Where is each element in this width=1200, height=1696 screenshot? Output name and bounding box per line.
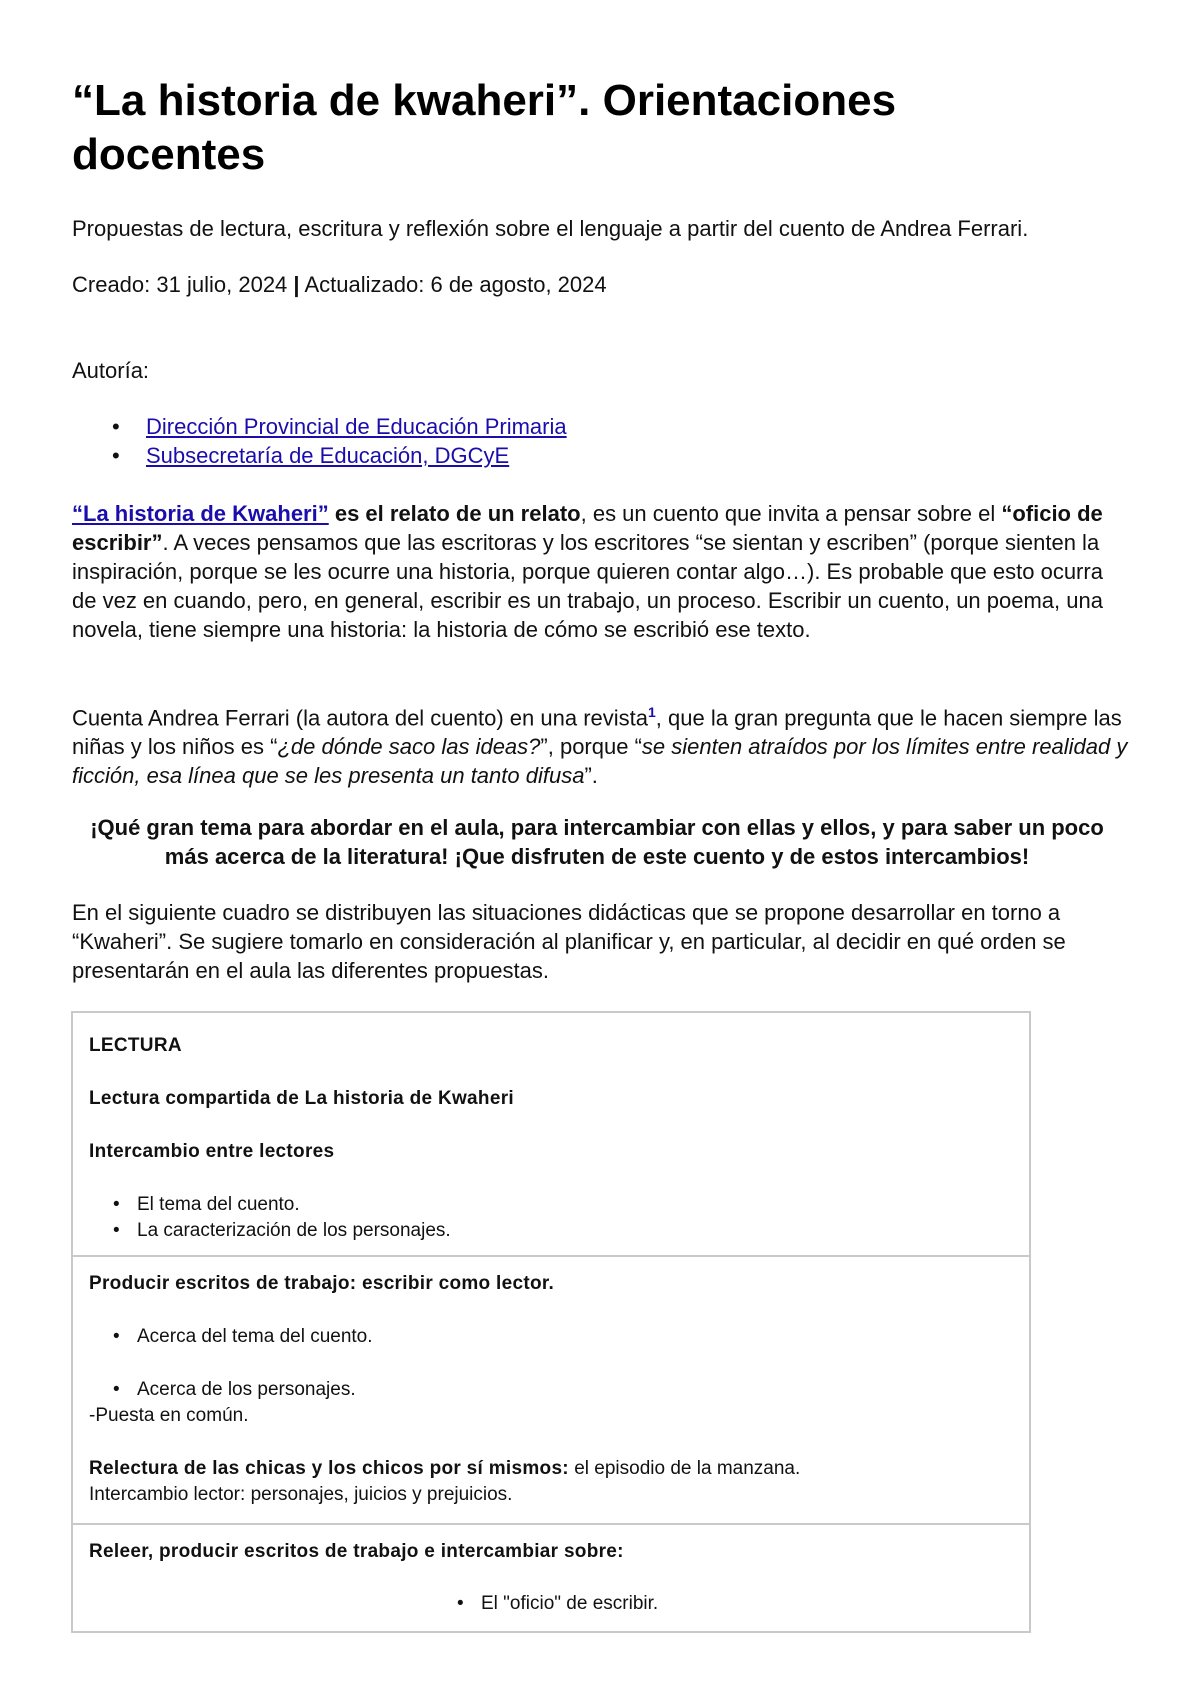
page-subtitle: Propuestas de lectura, escritura y reflexión sobre el lenguaje a partir del cuento de Andrea Ferrari. xyxy=(72,216,1029,241)
quote-italic-2: se sienten atraídos por los límites entre realidad y ficción, esa línea que se les presenta un tanto difusa xyxy=(72,734,1128,789)
created-date: 31 julio, 2024 xyxy=(156,272,288,297)
cell-line: Intercambio entre lectores xyxy=(89,1141,335,1162)
cell-line: -Puesta en común. xyxy=(89,1405,249,1426)
bullet-icon: • xyxy=(113,1194,120,1215)
intro-text-1: , es un cuento que invita a pensar sobre el xyxy=(580,501,1002,526)
story-link[interactable]: “La historia de Kwaheri” xyxy=(72,501,329,526)
page-title: “La historia de kwaheri”. Orientaciones docentes xyxy=(72,76,897,179)
table-cell-lectura: LECTURA Lectura compartida de La historia de Kwaheri Intercambio entre lectores • El tema del cuento. • La caracterización de los personajes. xyxy=(73,1013,1029,1257)
cell-line xyxy=(89,1456,800,1482)
didactic-table xyxy=(71,1011,1031,1633)
author-item xyxy=(72,412,567,441)
authorship-label: Autoría: xyxy=(72,358,150,383)
bullet-icon: • xyxy=(112,443,120,468)
updated-label: Actualizado: xyxy=(304,272,425,297)
authors-list xyxy=(72,412,567,470)
bullet-icon: • xyxy=(113,1326,120,1347)
cell-heading: Releer, producir escritos de trabajo e intercambiar sobre: xyxy=(89,1541,624,1562)
table-cell-escritura: Producir escritos de trabajo: escribir como lector. • Acerca del tema del cuento. • Acerca de los personajes. -Puesta en común. Relectura de las chicas y los chicos por sí mismos: el episodio de la manzana. Intercambio lector: personajes, juicios y prejuicios. xyxy=(73,1255,1029,1525)
intro-bold-2: “oficio de escribir” xyxy=(72,501,1103,555)
intro-text-2: . A veces pensamos que las escritoras y los escritores “se sientan y escriben” (porque sienten la inspiración, porque se les ocurre una historia, porque quieren contar algo…). Es probable que esto ocurra de vez en cuando, pero, en general, escribir es un trabajo, un proceso. Escribir un cuento, un poema, una novela, tiene siempre una historia: la historia de cómo se escribió ese texto. xyxy=(72,530,1103,642)
bullet-icon: • xyxy=(113,1220,120,1241)
author-item xyxy=(72,441,567,470)
highlight-paragraph: ¡Qué gran tema para abordar en el aula, para intercambiar con ellas y ellos, y para saber un poco más acerca de la literatura! ¡Que disfruten de este cuento y de estos intercambios! xyxy=(90,815,1104,869)
intro-bold-1: es el relato de un relato xyxy=(328,501,581,526)
footnote-link[interactable]: 1 xyxy=(648,704,656,720)
intro-paragraph xyxy=(72,499,1132,644)
quote-text-4: ”. xyxy=(584,763,598,789)
dates-line xyxy=(72,270,607,300)
quote-italic-1: ¿de dónde saco las ideas? xyxy=(277,734,541,760)
cell-heading: LECTURA xyxy=(89,1035,182,1056)
bullet-icon: • xyxy=(457,1593,464,1614)
reread-text: el episodio de la manzana. xyxy=(568,1458,801,1479)
updated-date: 6 de agosto, 2024 xyxy=(430,272,607,297)
cell-heading: Producir escritos de trabajo: escribir como lector. xyxy=(89,1273,555,1294)
bullet-icon: • xyxy=(112,414,120,439)
dates-separator: | xyxy=(293,272,300,297)
cell-line: Intercambio lector: personajes, juicios y prejuicios. xyxy=(89,1484,513,1505)
reread-bold: Relectura de las chicas y los chicos por sí mismos: xyxy=(89,1458,569,1479)
table-intro-paragraph: En el siguiente cuadro se distribuyen las situaciones didácticas que se propone desarrollar en torno a “Kwaheri”. Se sugiere tomarlo en consideración al planificar y, en particular, al decidir en qué orden se presentarán en el aula las diferentes propuestas. xyxy=(72,900,1066,983)
quote-text-2: , que la gran pregunta que le hacen siempre las niñas y los niños es “ xyxy=(72,705,1122,760)
quote-text-3: ”, porque “ xyxy=(540,734,642,760)
created-label: Creado: xyxy=(72,272,151,297)
quote-text-1: Cuenta Andrea Ferrari (la autora del cuento) en una revista xyxy=(72,705,648,731)
author-link-primaria[interactable]: Dirección Provincial de Educación Primaria xyxy=(146,414,567,439)
cell-line: Lectura compartida de La historia de Kwaheri xyxy=(89,1088,514,1109)
author-link-subsecretaria[interactable]: Subsecretaría de Educación, DGCyE xyxy=(146,443,510,468)
table-cell-releer: Releer, producir escritos de trabajo e intercambiar sobre: • El "oficio" de escribir. xyxy=(73,1523,1029,1633)
bullet-icon: • xyxy=(113,1379,120,1400)
author-quote-paragraph xyxy=(72,698,1132,790)
